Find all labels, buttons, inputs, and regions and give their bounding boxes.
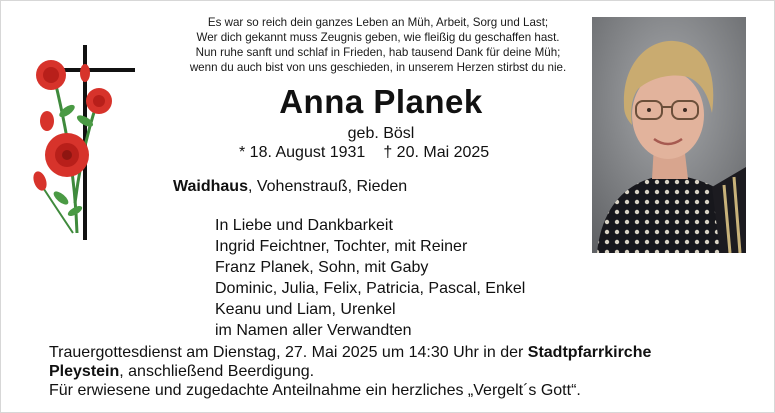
birth-date: * 18. August 1931 xyxy=(239,144,366,161)
life-dates xyxy=(239,144,539,162)
place-rest: , Vohenstrauß, Rieden xyxy=(247,178,408,195)
town-name: Pleystein xyxy=(49,363,120,380)
death-date: † 20. Mai 2025 xyxy=(383,144,490,161)
mourner-line: Franz Planek, Sohn, mit Gaby xyxy=(215,259,429,276)
mourner-line: Ingrid Feichtner, Tochter, mit Reiner xyxy=(215,238,468,255)
service-line xyxy=(49,343,651,362)
poem-line: Nun ruhe sanft und schlaf in Frieden, hab tausend Dank für deine Müh; xyxy=(195,46,561,59)
church-name: Stadtpfarrkirche xyxy=(527,344,652,361)
service-info xyxy=(49,343,651,400)
mourner-line: In Liebe und Dankbarkeit xyxy=(215,217,393,234)
cross-with-roses-icon xyxy=(25,43,140,243)
service-line xyxy=(49,362,651,381)
deceased-name: Anna Planek xyxy=(279,83,483,120)
place-main: Waidhaus xyxy=(173,178,248,195)
portrait-image xyxy=(592,17,746,253)
service-text: Trauergottesdienst am Dienstag, 27. Mai 2025 um 14:30 Uhr in der xyxy=(49,344,528,361)
mourner-line: im Namen aller Verwandten xyxy=(215,322,412,339)
poem xyxy=(163,15,593,75)
poem-line: wenn du auch bist von uns geschieden, in unserem Herzen stirbst du nie. xyxy=(189,61,567,74)
portrait-photo xyxy=(592,17,746,253)
service-text: , anschließend Beerdigung. xyxy=(119,363,315,380)
poem-line: Es war so reich dein ganzes Leben an Müh, Arbeit, Sorg und Last; xyxy=(207,16,549,29)
poem-line: Wer dich gekannt muss Zeugnis geben, wie fleißig du geschaffen hast. xyxy=(196,31,560,44)
thanks-line: Für erwiesene und zugedachte Anteilnahme ein herzliches „Vergelt´s Gott“. xyxy=(49,382,581,399)
mourners-list xyxy=(215,215,525,341)
places xyxy=(173,178,407,196)
birth-name: geb. Bösl xyxy=(347,125,415,142)
mourner-line: Dominic, Julia, Felix, Patricia, Pascal, Enkel xyxy=(215,280,526,297)
mourner-line: Keanu und Liam, Urenkel xyxy=(215,301,396,318)
